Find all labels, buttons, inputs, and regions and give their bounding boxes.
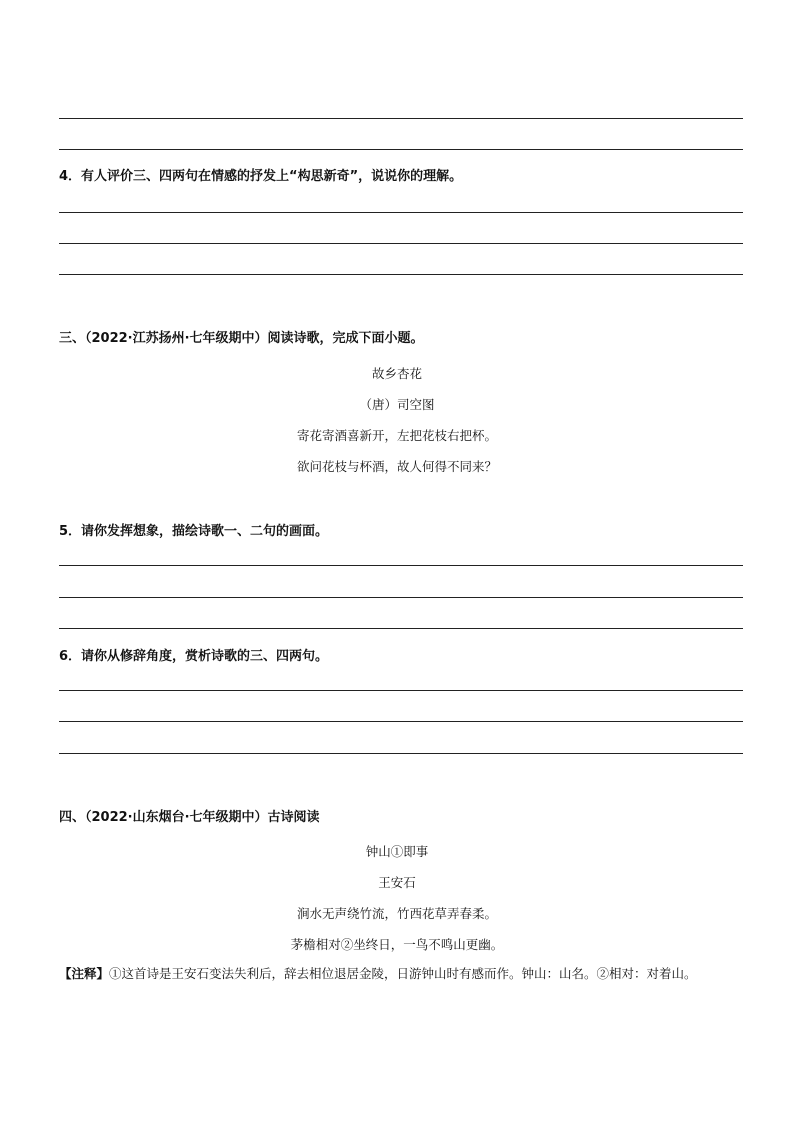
question-6: 6．请你从修辞角度，赏析诗歌的三、四两句。 <box>59 649 329 664</box>
answer-line <box>59 753 743 754</box>
poem-line: 涧水无声绕竹流，竹西花草弄春柔。 <box>296 906 497 921</box>
question-5: 5．请你发挥想象，描绘诗歌一、二句的画面。 <box>59 524 329 539</box>
answer-line <box>59 721 743 722</box>
answer-line <box>59 274 743 275</box>
annotation <box>59 959 743 988</box>
answer-line <box>59 243 743 244</box>
section-3-heading: 三、（2022·江苏扬州·七年级期中）阅读诗歌，完成下面小题。 <box>59 331 424 346</box>
poem-line: 茅檐相对②坐终日，一鸟不鸣山更幽。 <box>290 937 504 952</box>
annotation-text: ①这首诗是王安石变法失利后，辞去相位退居金陵，日游钟山时有感而作。钟山：山名。②相对：对着山。 <box>109 966 697 981</box>
answer-line <box>59 597 743 598</box>
annotation-label: 【注释】 <box>59 966 110 981</box>
answer-line <box>59 690 743 691</box>
answer-line <box>59 628 743 629</box>
poem-line: 寄花寄酒喜新开，左把花枝右把杯。 <box>296 428 497 443</box>
answer-line <box>59 212 743 213</box>
section-4-heading: 四、（2022·山东烟台·七年级期中）古诗阅读 <box>59 810 320 825</box>
poem-line: 欲问花枝与杯酒，故人何得不同来？ <box>296 459 497 474</box>
poem-title: 故乡杏花 <box>371 366 422 381</box>
answer-line <box>59 149 743 150</box>
poem-author: 王安石 <box>378 875 416 890</box>
poem-title: 钟山①即事 <box>365 844 429 859</box>
question-4: 4．有人评价三、四两句在情感的抒发上“构思新奇”，说说你的理解。 <box>59 169 463 184</box>
answer-line <box>59 118 743 119</box>
poem-author: （唐）司空图 <box>359 397 435 412</box>
answer-line <box>59 565 743 566</box>
